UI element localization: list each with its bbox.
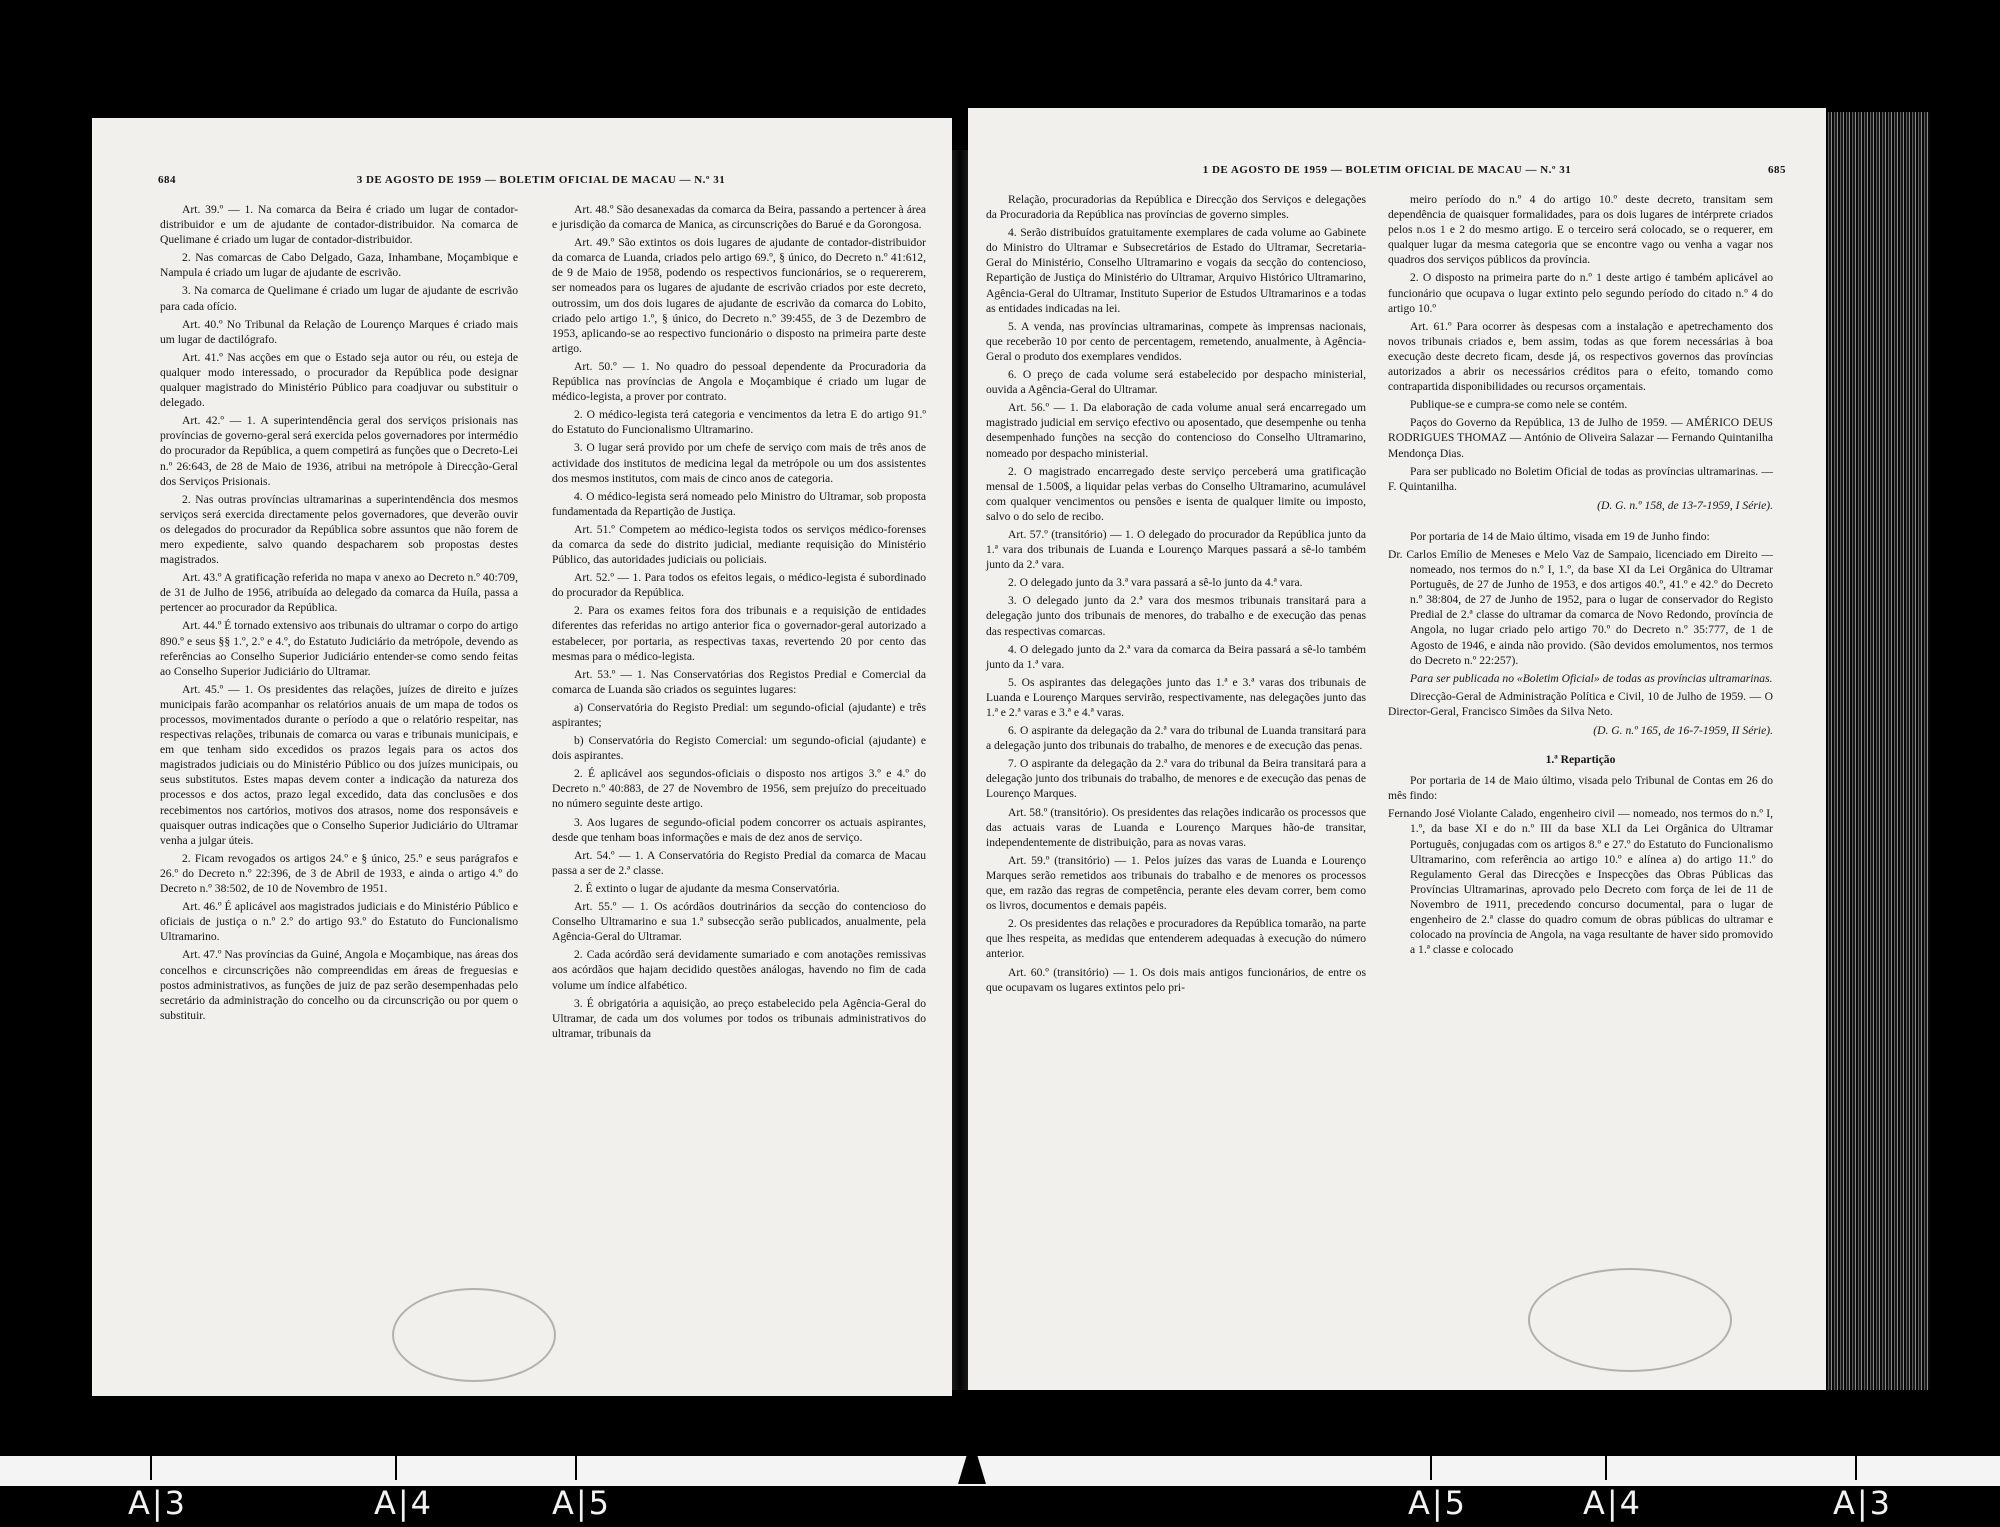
paragraph: Art. 51.º Competem ao médico-legista todos os serviços médico-forenses da comarca da sede do distrito judicial, mediante requisição do Ministério Público, das autoridades judiciais ou policiais.: [552, 522, 926, 567]
ink-smudge: [1528, 1268, 1732, 1372]
paragraph: Art. 53.º — 1. Nas Conservatórias dos Registos Predial e Comercial da comarca de Luanda são criados os seguintes lugares:: [552, 667, 926, 696]
portaria-intro: Por portaria de 14 de Maio último, visada em 19 de Junho findo:: [1410, 529, 1710, 543]
portaria-body: Fernando José Violante Calado, engenheiro civil — nomeado, nos termos do n.º I, 1.º, da base XI e do n.º III da base XLI da Lei Orgânica do Ultramar Português, conjugadas com os artigos 8.º e 27.º do Estatuto do Funcionalismo Ultramarino, com referência ao artigo 10.º e alínea a) do artigo 11.º do Regulamento Geral das Direcções e Inspecções das Obras Públicas das Províncias Ultramarinas, aprovado pelo Decreto com força de lei de 11 de Novembro de 1911, precedendo concurso documental, para o lugar de engenheiro de 2.ª classe do quadro comum de obras públicas do ultramar e colocado na província de Angola, na vaga resultante de haver sido promovido a 1.ª classe e colocado: [1388, 807, 1773, 957]
paragraph: Art. 46.º É aplicável aos magistrados judiciais e do Ministério Público e oficiais de justiça o n.º 2.º do artigo 93.º do Estatuto do Funcionalismo Ultramarino.: [160, 900, 518, 944]
book-gutter: [952, 150, 968, 1390]
left-running-head: 3 DE AGOSTO DE 1959 — BOLETIM OFICIAL DE MACAU — N.º 31: [356, 174, 726, 186]
paragraph: 2. É extinto o lugar de ajudante da mesma Conservatória.: [574, 881, 840, 895]
paragraph: a) Conservatória do Registo Predial: um segundo-oficial (ajudante) e três aspirantes;: [552, 700, 926, 729]
left-page-number: 684: [158, 174, 176, 186]
paragraph: Art. 60.º (transitório) — 1. Os dois mais antigos funcionários, de entre os que ocupavam os lugares extintos pelo pri-: [986, 965, 1366, 994]
film-edge-band: [0, 1456, 2000, 1486]
right-page-header: [988, 164, 1786, 184]
publication-note: Para ser publicada no «Boletim Oficial» de todas as províncias ultramarinas.: [1410, 671, 1773, 685]
paragraph: 2. Cada acórdão será devidamente sumariado e com anotações remissivas aos acórdãos que hajam decidido questões análogas, havendo no fim de cada volume um índice alfabético.: [552, 948, 926, 992]
paragraph: 3. O lugar será provido por um chefe de serviço com mais de três anos de actividade dos institutos de medicina legal da metrópole ou um dos assistentes dos mesmos institutos, com mais de cinco anos de categoria.: [552, 441, 926, 485]
right-page: [968, 108, 1826, 1390]
publication-note: Para ser publicado no Boletim Oficial de todas as províncias ultramarinas. — F. Quintanilha.: [1388, 464, 1773, 493]
paragraph: 3. Aos lugares de segundo-oficial podem concorrer os actuais aspirantes, desde que tenham boas informações e mais de dez anos de serviço.: [552, 815, 926, 844]
paragraph: Art. 54.º — 1. A Conservatória do Registo Predial da comarca de Macau passa a ser de 2.ª classe.: [552, 848, 926, 877]
paragraph: 4. O médico-legista será nomeado pelo Ministro do Ultramar, sob proposta fundamentada da Repartição de Justiça.: [552, 489, 926, 518]
section-title: 1.ª Repartição: [1545, 753, 1616, 767]
film-tick: [395, 1456, 397, 1480]
portaria-intro: Por portaria de 14 de Maio último, visada pelo Tribunal de Contas em 26 do mês findo:: [1388, 774, 1773, 803]
left-column-1: [160, 202, 518, 1026]
paragraph: 3. É obrigatória a aquisição, ao preço estabelecido pela Agência-Geral do Ultramar, de cada um dos volumes por todos os tribunais administrativos do ultramar, tribunais da: [552, 996, 926, 1040]
paragraph: Art. 43.º A gratificação referida no mapa v anexo ao Decreto n.º 40:709, de 31 de Julho de 1956, atribuída ao delegado da comarca da Huíla, passa a pertencer ao procurador da República.: [160, 571, 518, 615]
paragraph: Art. 45.º — 1. Os presidentes das relações, juízes de direito e juízes municipais farão acompanhar os relatórios anuais de um mapa de todos os processos, movimentados durante o período a que o relatório respeitar, nas respectivas relações, tribunais de comarca ou varas e tribunais municipais, e em que tenham sido excedidos os prazos legais para os actos dos magistrados judiciais ou do Ministério Público ou dos juízes municipais, ou seus substitutos. Estes mapas devem conter a indicação da natureza dos processos e dos actos, prazo legal excedido, data das conclusões e dos recebimentos nos cartórios, motivos dos atrasos, nome dos responsáveis e quaisquer outras indicações que o Conselho Superior Judiciário do Ultramar venha a julgar úteis.: [160, 682, 518, 847]
left-page: [92, 118, 952, 1396]
paragraph: Art. 50.º — 1. No quadro do pessoal dependente da Procuradoria da República nas províncias de Angola e Moçambique é criado um lugar de médico-legista, a prover por contrato.: [552, 359, 926, 404]
paragraph: Relação, procuradorias da República e Direcção dos Serviços e delegações da Procuradoria da República nas províncias de governo simples.: [986, 193, 1366, 222]
film-tick: [575, 1456, 577, 1480]
frame-label: A|4: [1583, 1484, 1643, 1522]
paragraph: 2. Ficam revogados os artigos 24.º e § único, 25.º e seus parágrafos e 26.º do Decreto n.º 22:396, de 3 de Abril de 1933, e ainda o artigo 4.º do Decreto n.º 38:502, de 10 de Novembro de 1951.: [160, 851, 518, 896]
film-tick: [1605, 1456, 1607, 1480]
portaria-body: Dr. Carlos Emílio de Meneses e Melo Vaz de Sampaio, licenciado em Direito — nomeado, nos termos do n.º I, 1.º, da base XI da Lei Orgânica do Ultramar Português, de 27 de Junho de 1953, e dos artigos 40.º, 41.º e 42.º do Decreto n.º 38:804, de 27 de Junho de 1952, para o lugar de conservador do Registo Predial de 2.ª classe do ultramar da comarca de Novo Redondo, província de Angola, no lugar criado pelo artigo 70.º do Decreto n.º 35:777, de 1 de Agosto de 1946, e ainda não provido. (São devidos emolumentos, nos termos do Decreto n.º 22:257).: [1388, 547, 1773, 667]
paragraph: 6. O preço de cada volume será estabelecido por despacho ministerial, ouvida a Agência-Geral do Ultramar.: [986, 368, 1366, 397]
paragraph: Art. 59.º (transitório) — 1. Pelos juízes das varas de Luanda e Lourenço Marques serão remetidos aos tribunais do trabalho e de menores os processos que, em razão das regras de competência, perante eles devam correr, bem como os livros, documentos e demais papéis.: [986, 853, 1366, 913]
paragraph: b) Conservatória do Registo Comercial: um segundo-oficial (ajudante) e dois aspirantes.: [552, 734, 926, 763]
paragraph: Art. 55.º — 1. Os acórdãos doutrinários da secção do contencioso do Conselho Ultramarino e sua 1.ª subsecção serão publicados, anualmente, pela Agência-Geral do Ultramar.: [552, 900, 926, 944]
paragraph: 5. Os aspirantes das delegações junto das 1.ª e 3.ª varas dos tribunais de Luanda e Lourenço Marques servirão, respectivamente, nas delegações junto das 1.ª e 2.ª varas e 3.ª e 4.ª varas.: [986, 675, 1366, 719]
paragraph: Art. 49.º São extintos os dois lugares de ajudante de contador-distribuidor da comarca de Luanda, criados pelo artigo 69.º, § único, do Decreto n.º 41:612, de 9 de Maio de 1958, podendo os respectivos funcionários, se o requererem, ser nomeados para os lugares de ajudante de escrivão criados por este decreto, outrossim, um dos dois lugares de ajudante de escrivão da comarca do Lobito, criado pelo artigo 1.º, § único, do Decreto n.º 39:455, de 3 de Dezembro de 1953, aplicando-se ao respectivo funcionário o disposto na primeira parte deste artigo.: [552, 236, 926, 355]
right-column-2: [1388, 192, 1773, 960]
paragraph: Art. 42.º — 1. A superintendência geral dos serviços prisionais nas províncias de governo-geral será exercida pelos governadores por intermédio do procurador da República, a quem competirá as funções que o Decreto-Lei n.º 26:643, de 28 de Maio de 1936, atribui na metrópole à Direcção-Geral dos Serviços Prisionais.: [160, 414, 518, 488]
film-notch: [958, 1438, 986, 1484]
ink-smudge: [392, 1288, 556, 1382]
paragraph: Art. 58.º (transitório). Os presidentes das relações indicarão os processos que das actuais varas de Luanda e Lourenço Marques hão-de transitar, independentemente de distribuição, para as novas varas.: [986, 805, 1366, 849]
frame-label: A|5: [1408, 1484, 1468, 1522]
paragraph: Art. 52.º — 1. Para todos os efeitos legais, o médico-legista é subordinado do procurador da República.: [552, 571, 926, 600]
paragraph: 3. Na comarca de Quelimane é criado um lugar de ajudante de escrivão para cada ofício.: [160, 284, 518, 313]
paragraph: 4. Serão distribuídos gratuitamente exemplares de cada volume ao Gabinete do Ministro do Ultramar e Subsecretários de Estado do Ultramar, Secretaria-Geral do Ministério, Conselho Ultramarino e vogais da secção do contencioso, Repartição de Justiça do Ministério do Ultramar, Arquivo Histórico Ultramarino, Agência-Geral do Ultramar, Instituto Superior de Estudos Ultramarinos e a todas as entidades indicadas na lei.: [986, 226, 1366, 315]
paragraph: Art. 40.º No Tribunal da Relação de Lourenço Marques é criado mais um lugar de dactilógrafo.: [160, 317, 518, 346]
right-page-number: 685: [1768, 164, 1786, 176]
paragraph: Art. 39.º — 1. Na comarca da Beira é criado um lugar de contador-distribuidor e um de ajudante de contador-distribuidor. Na comarca de Quelimane é criado um lugar de contador-distribuidor.: [160, 203, 518, 247]
paragraph: 2. Os presidentes das relações e procuradores da República tomarão, na parte que lhes respeita, as medidas que entenderem adequadas à execução do número anterior.: [986, 917, 1366, 961]
paragraph: meiro período do n.º 4 do artigo 10.º deste decreto, transitam sem dependência de quaisquer formalidades, para os dois lugares de intérprete criados pelos n.os 1 e 2 do mesmo artigo. E o terceiro será colocado, se o requerer, em qualquer lugar da mesma categoria que se encontre vago ou venha a vagar nos quadros dos serviços públicos da província.: [1388, 193, 1773, 267]
left-page-header: [158, 174, 924, 194]
paragraph: 2. Para os exames feitos fora dos tribunais e a requisição de entidades diferentes das referidas no artigo anterior fica o governador-geral autorizado a estabelecer, por portaria, as respectivas taxas, revertendo 20 por cento das mesmas para o médico-legista.: [552, 604, 926, 663]
paragraph: Art. 41.º Nas acções em que o Estado seja autor ou réu, ou esteja de qualquer modo interessado, o procurador da República pode designar qualquer magistrado do Ministério Público para coadjuvar ou substituir o delegado.: [160, 350, 518, 410]
film-tick: [1855, 1456, 1857, 1480]
paragraph: 2. Nas outras províncias ultramarinas a superintendência dos mesmos serviços será exercida directamente pelos governadores, que deverão ouvir os delegados do procurador da República sobre assuntos que não forem de mero expediente, salvo quando despacharem sob propostas destes magistrados.: [160, 492, 518, 567]
diario-reference: (D. G. n.º 165, de 16-7-1959, II Série).: [1593, 724, 1773, 737]
paragraph: 5. A venda, nas províncias ultramarinas, compete às imprensas nacionais, que receberão 10 por cento de percentagem, remetendo, anualmente, à Agência-Geral o produto dos exemplares vendidos.: [986, 319, 1366, 363]
paragraph: 2. O médico-legista terá categoria e vencimentos da letra E do artigo 91.º do Estatuto do Funcionalismo Ultramarino.: [552, 408, 926, 437]
paragraph: 2. É aplicável aos segundos-oficiais o disposto nos artigos 3.º e 4.º do Decreto n.º 40:883, de 27 de Novembro de 1956, sem prejuízo do preceituado no número seguinte deste artigo.: [552, 767, 926, 811]
paragraph: Art. 44.º É tornado extensivo aos tribunais do ultramar o corpo do artigo 890.º e seus §§ 1.º, 2.º e 4.º, do Estatuto Judiciário da metrópole, devendo as referências ao Conselho Superior Judiciário entender-se como sendo feitas ao Conselho Superior Judiciário do Ultramar.: [160, 619, 518, 678]
paragraph: 2. O magistrado encarregado deste serviço perceberá uma gratificação mensal de 1.500$, a liquidar pelas verbas do Conselho Ultramarino, acumulável com qualquer vencimentos ou pensões e isenta de qualquer limite ou imposto, salvo o do selo de recibo.: [986, 464, 1366, 523]
frame-label: A|3: [128, 1484, 188, 1522]
paragraph: 4. O delegado junto da 2.ª vara da comarca da Beira passará a sê-lo também junto da 1.ª vara.: [986, 642, 1366, 671]
paragraph: Art. 56.º — 1. Da elaboração de cada volume anual será encarregado um magistrado judicial em serviço efectivo ou aposentado, que desempenhe ou tenha desempenhado funções na secção do contencioso do Conselho Ultramarino, nomeado por despacho ministerial.: [986, 401, 1366, 460]
signature-block: Direcção-Geral de Administração Política e Civil, 10 de Julho de 1959. — O Director-Geral, Francisco Simões da Silva Neto.: [1388, 689, 1773, 718]
frame-label: A|5: [552, 1484, 612, 1522]
diario-reference: (D. G. n.º 158, de 13-7-1959, I Série).: [1597, 498, 1773, 512]
paragraph: Art. 61.º Para ocorrer às despesas com a instalação e apetrechamento dos novos tribunais criados e, bem assim, todas as que forem necessárias à boa execução deste decreto ficam, desde já, os respectivos governos das províncias autorizados a abrir os necessários créditos para o efeito, tomando como contrapartida disponibilidades ou recursos orçamentais.: [1388, 319, 1773, 394]
paragraph: 2. O disposto na primeira parte do n.º 1 deste artigo é também aplicável ao funcionário que ocupava o lugar extinto pelo segundo período do citado n.º 4 do artigo 10.º: [1388, 271, 1773, 315]
paragraph: 3. O delegado junto da 2.ª vara dos mesmos tribunais transitará para a delegação junto dos tribunais de menores, do trabalho e de execução das penas das respectivas comarcas.: [986, 594, 1366, 638]
left-column-2: [552, 202, 926, 1044]
page-edge-stack: [1826, 112, 1930, 1390]
paragraph: 2. Nas comarcas de Cabo Delgado, Gaza, Inhambane, Moçambique e Nampula é criado um lugar de ajudante de escrivão.: [160, 251, 518, 280]
right-running-head: 1 DE AGOSTO DE 1959 — BOLETIM OFICIAL DE MACAU — N.º 31: [1202, 164, 1572, 176]
paragraph: Publique-se e cumpra-se como nele se contém.: [1410, 398, 1628, 412]
paragraph: 6. O aspirante da delegação da 2.ª vara do tribunal de Luanda transitará para a delegação junto dos tribunais do trabalho, de menores e de execução das penas.: [986, 724, 1366, 753]
film-tick: [1430, 1456, 1432, 1480]
paragraph: 2. O delegado junto da 3.ª vara passará a sê-lo junto da 4.ª vara.: [1008, 576, 1303, 590]
paragraph: Art. 48.º São desanexadas da comarca da Beira, passando a pertencer à área e jurisdição da comarca de Manica, as circunscrições do Barué e da Gorongosa.: [552, 203, 926, 232]
signature-block: Paços do Governo da República, 13 de Julho de 1959. — AMÉRICO DEUS RODRIGUES THOMAZ — António de Oliveira Salazar — Fernando Quintanilha Mendonça Dias.: [1388, 416, 1773, 460]
paragraph: Art. 47.º Nas províncias da Guiné, Angola e Moçambique, nas áreas dos concelhos e circunscrições não compreendidas em áreas de freguesias e postos administrativos, as funções de juiz de paz serão desempenhadas pelo secretário da administração do concelho ou da circunscrição ou por quem o substituir.: [160, 948, 518, 1022]
film-tick: [150, 1456, 152, 1480]
frame-label: A|4: [374, 1484, 434, 1522]
paragraph: 7. O aspirante da delegação da 2.ª vara do tribunal da Beira transitará para a delegação junto dos tribunais do trabalho, de menores e de execução das penas de Lourenço Marques.: [986, 757, 1366, 801]
paragraph: Art. 57.º (transitório) — 1. O delegado do procurador da República junto da 1.ª vara dos tribunais de Luanda e Lourenço Marques passará a sê-lo também junto da 2.ª vara.: [986, 527, 1366, 572]
frame-label: A|3: [1833, 1484, 1893, 1522]
right-column-1: [986, 192, 1366, 998]
